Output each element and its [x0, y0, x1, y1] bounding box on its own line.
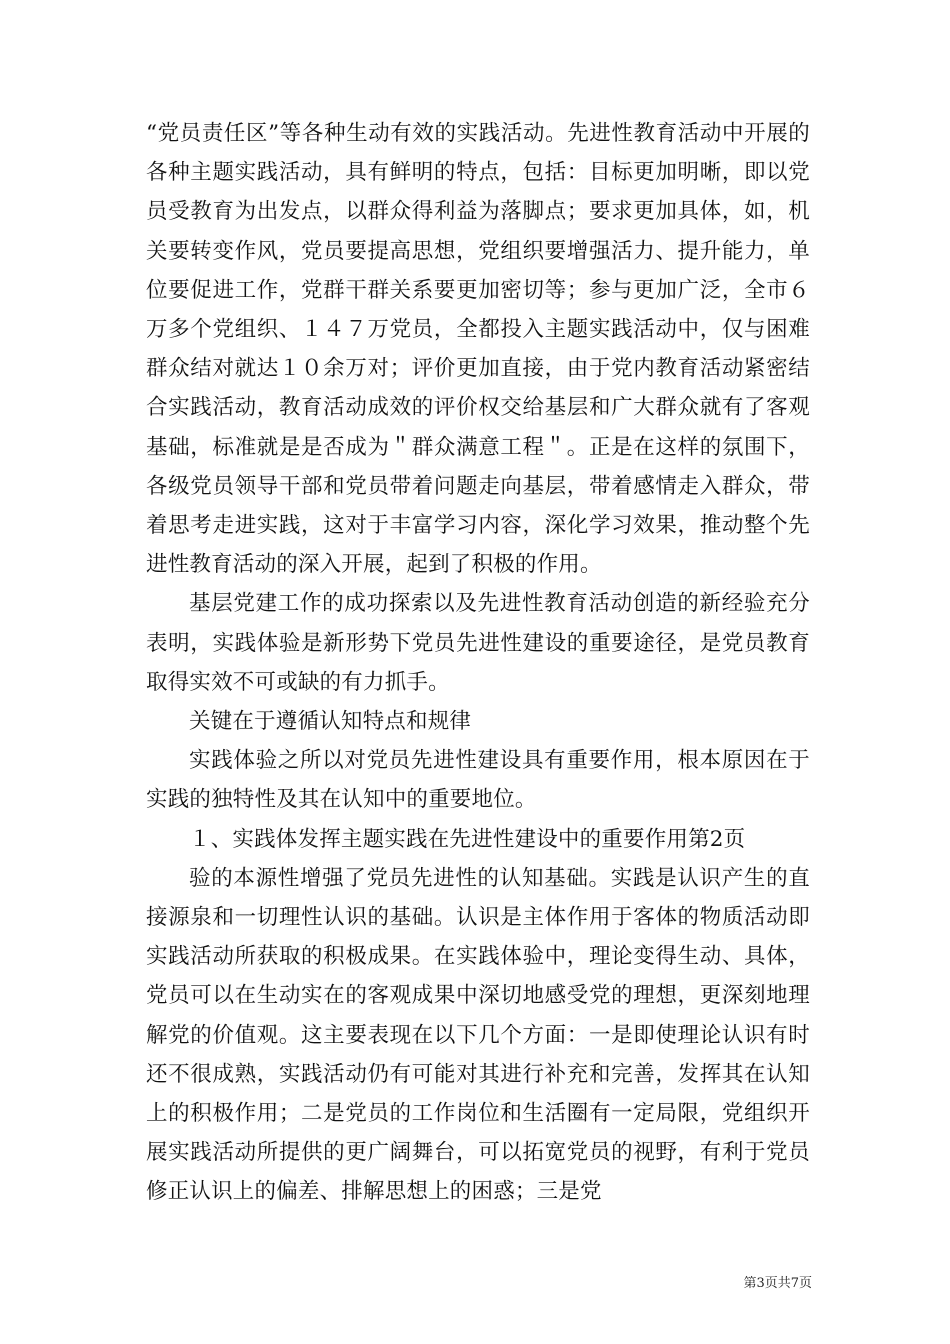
- paragraph-2: 基层党建工作的成功探索以及先进性教育活动创造的新经验充分表明，实践体验是新形势下党员先进性建设的重要途径，是党员教育取得实效不可或缺的有力抓手。: [146, 591, 810, 695]
- document-body: [146, 114, 810, 1212]
- paragraph-4: 验的本源性增强了党员先进性的认知基础。实践是认识产生的直接源泉和一切理性认识的基础。认识是主体作用于客体的物质活动即实践活动所获取的积极成果。在实践体验中，理论变得生动、具体，党员可以在生动实在的客观成果中深切地感受党的理想，更深刻地理解党的价值观。这主要表现在以下几个方面：一是即使理论认识有时还不很成熟，实践活动仍有可能对其进行补充和完善，发挥其在认知上的积极作用；二是党员的工作岗位和生活圈有一定局限，党组织开展实践活动所提供的更广阔舞台，可以拓宽党员的视野，有利于党员修正认识上的偏差、排解思想上的困惑；三是党: [146, 865, 810, 1205]
- numbered-item-heading: １、实践体发挥主题实践在先进性建设中的重要作用第2页: [189, 826, 746, 852]
- paragraph-1-continuation: “党员责任区”等各种生动有效的实践活动。先进性教育活动中开展的各种主题实践活动，具有鲜明的特点，包括：目标更加明晰，即以党员受教育为出发点，以群众得利益为落脚点；要求更加具体，如，机关要转变作风，党员要提高思想，党组织要增强活力、提升能力，单位要促进工作，党群干群关系要更加密切等；参与更加广泛，全市６万多个党组织、１４７万党员，全都投入主题实践活动中，仅与困难群众结对就达１０余万对；评价更加直接，由于党内教育活动紧密结合实践活动，教育活动成效的评价权交给基层和广大群众就有了客观基础，标准就是是否成为＂群众满意工程＂。正是在这样的氛围下，各级党员领导干部和党员带着问题走向基层，带着感情走入群众，带着思考走进实践，这对于丰富学习内容，深化学习效果，推动整个先进性教育活动的深入开展，起到了积极的作用。: [146, 121, 810, 578]
- page-number: 第3页共7页: [743, 1276, 812, 1291]
- paragraph-3: 实践体验之所以对党员先进性建设具有重要作用，根本原因在于实践的独特性及其在认知中的重要地位。: [146, 748, 810, 813]
- section-heading: 关键在于遵循认知特点和规律: [189, 709, 472, 735]
